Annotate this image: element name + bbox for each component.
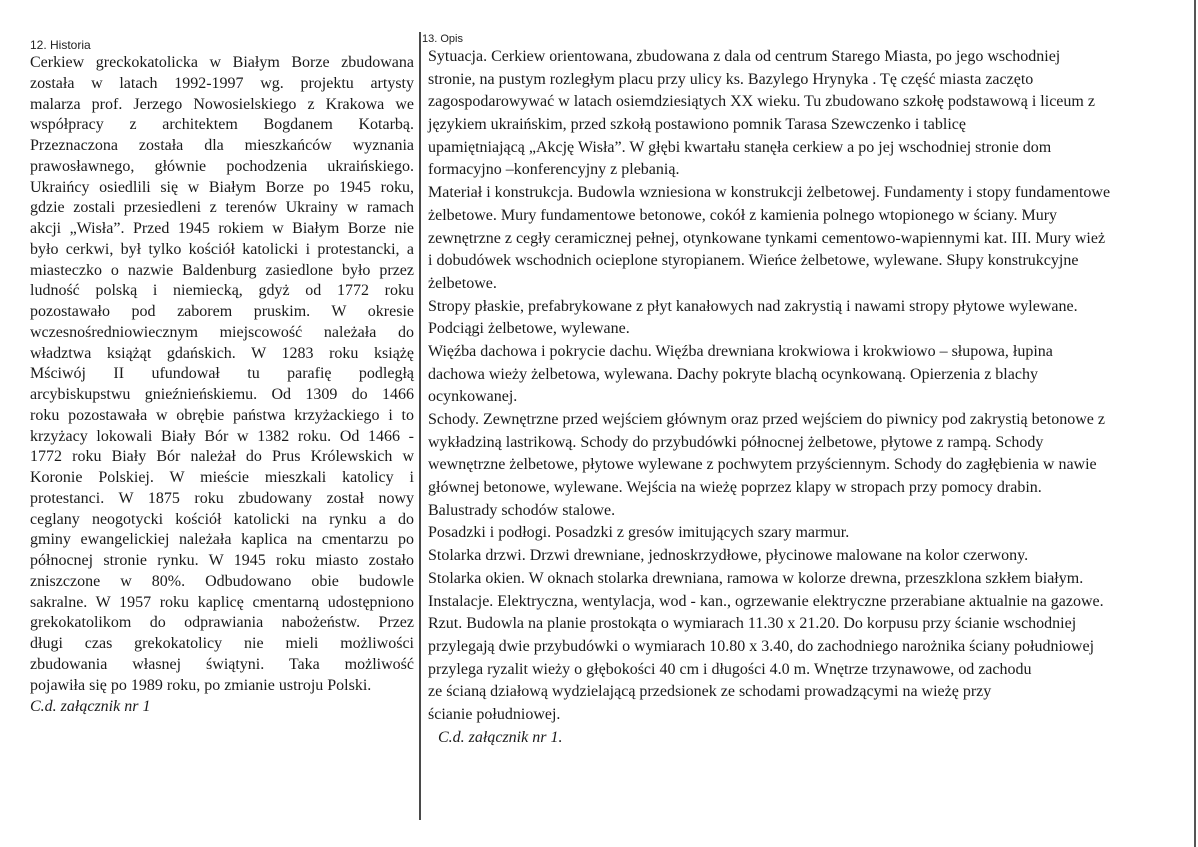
text-line: ludność polską i niemiecką, gdyż od 1772 roku [30, 282, 414, 300]
description-heading: 13. Opis [422, 33, 463, 45]
text-line: przylega ryzalit wieży o głębokości 40 cm i długości 4.0 m. Wnętrze trzynawowe, od zachodu [428, 660, 1032, 678]
text-line: ścianie południowej. [428, 705, 561, 723]
history-heading: 12. Historia [30, 38, 91, 52]
text-line: gminy ewangelickiej należała kaplica na cmentarzu po [30, 531, 414, 549]
text-line: dachowa wieży żelbetowa, wylewana. Dachy pokryte blachą ocynkowaną. Opierzenia z blachy [428, 365, 1038, 383]
text-line: formacyjno –konferencyjny z plebanią. [428, 161, 680, 179]
text-line: akcji „Wisła”. Przed 1945 rokiem w Białym Borze nie [30, 220, 414, 237]
text-line: stronie, na pustym rozległym placu przy ulicy ks. Bazylego Hrynyka . Tę część miasta zaczęto [428, 70, 1034, 88]
text-line: współpracy z architektem Bogdanem Kotarbą. [30, 116, 414, 134]
text-line: Rzut. Budowla na planie prostokąta o wymiarach 11.30 x 21.20. Do korpusu przy ścianie wschodniej [428, 615, 1077, 633]
column-divider [419, 32, 421, 820]
text-line: malarza prof. Jerzego Nowosielskiego z Krakowa we [30, 95, 414, 113]
text-line: Stolarka okien. W oknach stolarka drewniana, ramowa w kolorze drewna, przeszklona szkłem białym. [428, 569, 1084, 587]
text-line: upamiętniającą „Akcję Wisła”. W głębi kwartału stanęła cerkiew a po jej wschodniej stronie dom [428, 138, 1052, 156]
text-line: Posadzki i podłogi. Posadzki z gresów imitujących szary marmur. [428, 524, 850, 542]
text-line: Podciągi żelbetowe, wylewane. [428, 320, 630, 338]
history-continuation: C.d. załącznik nr 1 [30, 698, 151, 716]
text-line: Przeznaczona została dla mieszkańców wyznania [30, 137, 414, 154]
text-line: została w latach 1992-1997 wg. projektu artysty [30, 74, 414, 92]
text-line: północnej stronie rynku. W 1945 roku miasto zostało [30, 552, 414, 569]
text-line: ocynkowanej. [428, 388, 518, 406]
text-line: Więźba dachowa i pokrycie dachu. Więźba drewniana krokwiowa i krokwiowo – słupowa, łupina [428, 342, 1053, 360]
text-line: sakralne. W 1957 roku kaplicę cmentarną udostępniono [30, 593, 414, 611]
text-line: Balustrady schodów stalowe. [428, 501, 616, 519]
text-line: głównej betonowe, wylewane. Wejścia na wieżę poprzez klapy w stropach przy pomocy drabin. [428, 479, 1042, 497]
text-line: żelbetowe. Mury fundamentowe betonowe, cokół z kamienia polnego wtopionego w ściany. Mury [428, 206, 1058, 224]
text-line: 1772 roku Biały Bór należał do Prus Królewskich w [30, 448, 414, 466]
text-line: ceglany neogotycki kościół katolicki na rynku a do [30, 510, 414, 528]
text-line: językiem ukraińskim, przed szkołą postawiono pomnik Tarasa Szewczenko i tablicę [428, 116, 966, 134]
text-line: zbudowania własnej świątyni. Taka możliwość [30, 655, 414, 673]
history-column [30, 38, 414, 718]
text-line: władztwa książąt gdańskich. W 1283 roku książę [30, 344, 414, 362]
text-line: roku pozostawała w obrębie państwa krzyżackiego i to [30, 406, 414, 424]
text-line: przylegają dwie przybudówki o wymiarach 10.80 x 3.40, do zachodniego narożnika ściany południowej [428, 637, 1095, 655]
text-line: i dobudówek wschodnich ocieplone styropianem. Wieńce żelbetowe, wylewane. Słupy konstrukcyjne [428, 252, 1079, 270]
text-line: miasteczko o nazwie Baldenburg zasiedlone było przez [30, 261, 414, 279]
page-edge-line [1194, 0, 1196, 847]
text-line: grekokatolikom do odprawiania nabożeństw. Przez [30, 614, 414, 632]
text-line: arcybiskupstwu gnieźnieńskiemu. Od 1309 do 1466 [30, 386, 414, 403]
text-line: Koronie Polskiej. W mieście mieszkali katolicy i [30, 469, 414, 486]
text-line: pozostawało pod zaborem pruskim. W okresie [30, 303, 414, 320]
text-line: Materiał i konstrukcja. Budowla wzniesiona w konstrukcji żelbetowej. Fundamenty i stopy fundamentowe [428, 184, 1111, 202]
text-line: krzyżacy lokowali Biały Bór w 1382 roku. Od 1466 - [30, 427, 414, 445]
description-column [422, 33, 1188, 749]
text-line: długi czas grekokatolicy nie mieli możliwości [30, 635, 414, 652]
text-line: protestanci. W 1875 roku zbudowany został nowy [30, 489, 414, 507]
text-line: gdzie zostali przesiedleni z terenów Ukrainy w ramach [30, 199, 414, 217]
history-text [30, 53, 414, 696]
text-line: Schody. Zewnętrzne przed wejściem głównym oraz przed wejściem do piwnicy pod zakrystią betonowe z [428, 411, 1105, 428]
text-line: Sytuacja. Cerkiew orientowana, zbudowana z dala od centrum Starego Miasta, po jego wschodniej [428, 48, 1061, 65]
text-line: zagospodarowywać w latach osiemdziesiątych XX wieku. Tu zbudowano szkołę podstawową i liceum z [428, 93, 1095, 111]
text-line: wewnętrzne żelbetowe, płytowe wylewane z pochwytem przyściennym. Schody do zagłębienia w nawie [428, 456, 1097, 474]
text-line: zewnętrzne z cegły ceramicznej pełnej, otynkowane tynkami cementowo-wapiennymi kat. III. Mury wież [428, 229, 1106, 247]
text-line: wykładziną lastrikową. Schody do przybudówki północnej żelbetowe, płytowe z rampą. Schody [428, 433, 1044, 451]
text-line: zniszczone w 80%. Odbudowano obie budowle [30, 572, 414, 590]
text-line: prawosławnego, głównie pochodzenia ukraińskiego. [30, 157, 414, 175]
text-line: Ukraińcy osiedlili się w Białym Borze po 1945 roku, [30, 178, 414, 196]
text-line: było cerkwi, był tylko kościół katolicki i protestancki, a [30, 240, 414, 258]
text-line: żelbetowe. [428, 274, 497, 292]
description-text [428, 46, 1188, 727]
text-line: Instalacje. Elektryczna, wentylacja, wod - kan., ogrzewanie elektryczne przerabiane aktualnie na gazowe. [428, 592, 1104, 610]
text-line: wczesnośredniowiecznym miejscowość należała do [30, 323, 414, 341]
text-line: Mściwój II ufundował tu parafię podległą [30, 365, 414, 383]
text-line: Stolarka drzwi. Drzwi drewniane, jednoskrzydłowe, płycinowe malowane na kolor czerwony. [428, 547, 1029, 565]
text-line: pojawiła się po 1989 roku, po zmianie ustroju Polski. [30, 676, 372, 694]
text-line: Cerkiew greckokatolicka w Białym Borze zbudowana [30, 54, 414, 71]
text-line: ze ścianą działową wydzielającą przedsionek ze schodami prowadzącymi na wieżę przy [428, 683, 992, 701]
description-continuation: C.d. załącznik nr 1. [438, 728, 563, 746]
text-line: Stropy płaskie, prefabrykowane z płyt kanałowych nad zakrystią i nawami stropy płytowe wylewane. [428, 297, 1078, 315]
